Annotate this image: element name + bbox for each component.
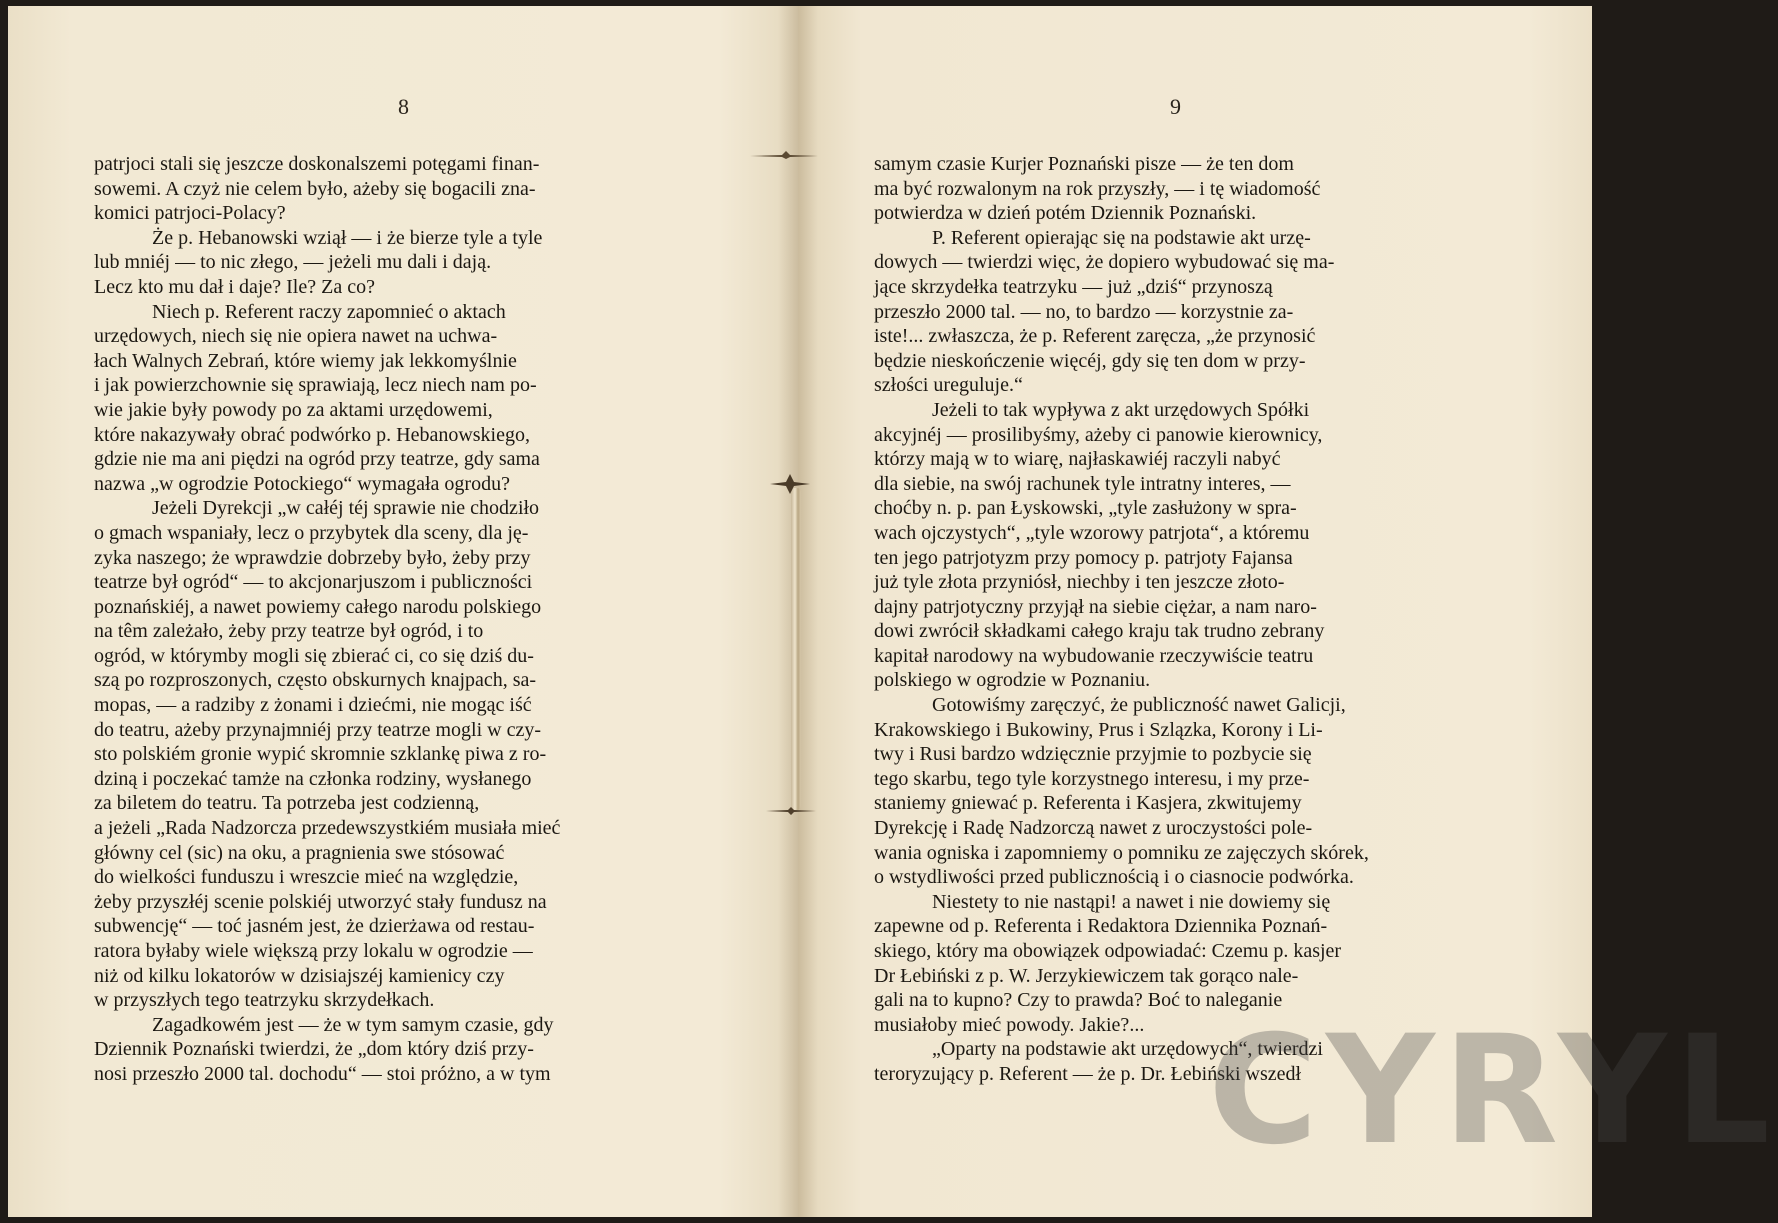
text-line: żeby przyszłéj scenie polskiéj utworzyć stały fundusz na [94, 890, 547, 913]
text-line: Jeżeli Dyrekcji „w całéj téj sprawie nie chodziło [152, 497, 540, 520]
text-line: gdzie nie ma ani piędzi na ogród przy teatrze, gdy sama [94, 448, 540, 471]
text-line: akcyjnéj — prosilibyśmy, ażeby ci panowie kierownicy, [874, 423, 1323, 446]
text-line: lub mniéj — to nic złego, — jeżeli mu dali i dają. [94, 251, 492, 274]
text-line: subwencję“ — toć jasném jest, że dzierżawa od restau- [94, 915, 535, 938]
text-line: będzie nieskończenie więcéj, gdy się ten dom w przy- [874, 349, 1306, 372]
text-line: Dyrekcję i Radę Nadzorczą nawet z uroczystości pole- [874, 817, 1313, 840]
text-line: iste!... zwłaszcza, że p. Referent zaręcza, „że przynosić [874, 325, 1316, 348]
text-line: wania ogniska i zapomniemy o pomniku ze zajęczych skórek, [874, 841, 1369, 864]
text-line: do teatru, ażeby przynajmniéj przy teatrze mogli w czy- [94, 718, 542, 741]
text-line: ratora byłaby wiele większą przy lokalu w ogrodzie — [94, 940, 533, 962]
text-line: niż od kilku lokatorów w dzisiajszéj kamienicy czy [94, 964, 505, 987]
text-line: patrjoci stali się jeszcze doskonalszemi potęgami finan- [94, 153, 540, 175]
text-line: samym czasie Kurjer Poznański pisze — że ten dom [874, 153, 1294, 175]
text-line: na têm zależało, żeby przy teatrze był ogród, i to [94, 620, 484, 643]
text-line: w przyszłych tego teatrzyku skrzydełkach. [94, 989, 435, 1012]
text-line: ten jego patrjotyzm przy pomocy p. patrjoty Fajansa [874, 546, 1293, 569]
text-line: poznańskiéj, a nawet powiemy całego narodu polskiego [94, 595, 542, 618]
text-line: łach Walnych Zebrań, które wiemy jak lekkomyślnie [94, 349, 517, 372]
text-line: Jeżeli to tak wypływa z akt urzędowych Spółki [932, 398, 1310, 421]
text-line: o gmach wspaniały, lecz o przybytek dla sceny, dla ję- [94, 521, 529, 544]
binding-stitch [768, 472, 812, 496]
text-line: dowych — twierdzi więc, że dopiero wybudować się ma- [874, 251, 1335, 274]
text-line: główny cel (sic) na oku, a pragnienia swe stósować [94, 841, 505, 864]
text-line: wach ojczystych“, „tyle wzorowy patrjota“, a któremu [874, 521, 1310, 544]
text-line: Krakowskiego i Bukowiny, Prus i Szlązka, Korony i Li- [874, 718, 1323, 741]
text-line: przeszło 2000 tal. — no, to bardzo — korzystnie za- [874, 300, 1294, 323]
text-line: kapitał narodowy na wybudowanie rzeczywiście teatru [874, 644, 1314, 667]
text-line: które nakazywały obrać podwórko p. Hebanowskiego, [94, 423, 530, 446]
text-line: nosi przeszło 2000 tal. dochodu“ — stoi próżno, a w tym [94, 1062, 551, 1085]
text-line: skiego, który ma obowiązek odpowiadać: Czemu p. kasjer [874, 940, 1342, 962]
text-line: polskiego w ogrodzie w Poznaniu. [874, 669, 1151, 692]
page-number-left: 8 [398, 94, 409, 119]
text-line: nazwa „w ogrodzie Potockiego“ wymagała ogrodu? [94, 472, 510, 495]
text-line: i jak powierzchownie się sprawiają, lecz niech nam po- [94, 374, 537, 397]
text-line: do wielkości funduszu i wreszcie mieć na względzie, [94, 866, 519, 889]
text-line: dla siebie, na swój rachunek tyle intratny interes, — [874, 472, 1291, 495]
watermark-logo: CYRYL [1208, 1004, 1778, 1178]
text-line: o wstydliwości przed publicznością i o ciasnocie podwórka. [874, 866, 1354, 889]
text-line: dajny patrjotyczny przyjął na siebie ciężar, a nam naro- [874, 595, 1317, 618]
text-line: choćby n. p. pan Łyskowski, „tyle zasłużony w spra- [874, 497, 1297, 520]
text-line: zapewne od p. Referenta i Redaktora Dziennika Poznań- [874, 915, 1328, 938]
text-line: dziną i poczekać tamże na członka rodziny, wysłanego [94, 767, 532, 790]
text-line: Niech p. Referent raczy zapomnieć o aktach [152, 300, 506, 323]
text-line: już tyle złota przyniósł, niechby i ten jeszcze złoto- [874, 571, 1285, 594]
text-line: komici patrjoci-Polacy? [94, 202, 286, 225]
text-line: tego skarbu, tego tyle korzystnego interesu, i my prze- [874, 767, 1310, 790]
text-line: twy i Rusi bardzo wdzięcznie przyjmie to pozbycie się [874, 743, 1312, 766]
text-line: dowi zwrócił składkami całego kraju tak trudno zebrany [874, 620, 1325, 643]
text-line: a jeżeli „Rada Nadzorcza przedewszystkiém musiała mieć [94, 817, 561, 840]
text-line: musiałoby mieć powody. Jakie?... [874, 1013, 1145, 1036]
text-line: Zagadkowém jest — że w tym samym czasie, gdy [152, 1013, 554, 1036]
text-line: sto polskiém gronie wypić skromnie szklankę piwa z ro- [94, 743, 547, 766]
text-line: „Oparty na podstawie akt urzędowych“, twierdzi [932, 1038, 1323, 1061]
right-page-text [874, 152, 1468, 1087]
binding-thread [791, 488, 801, 810]
text-line: Dr Łebiński z p. W. Jerzykiewiczem tak gorąco nale- [874, 964, 1299, 987]
text-line: potwierdza w dzień potém Dziennik Poznański. [874, 202, 1257, 225]
text-line: Lecz kto mu dał i daje? Ile? Za co? [94, 275, 375, 298]
text-line: którzy mają w to wiarę, najłaskawiéj raczyli nabyć [874, 448, 1281, 471]
text-line: staniemy gniewać p. Referenta i Kasjera, zkwitujemy [874, 792, 1302, 815]
binding-stitch [764, 806, 818, 816]
text-line: urzędowych, niech się nie opiera nawet na uchwa- [94, 325, 498, 348]
text-line: jące skrzydełka teatrzyku — już „dziś“ przynoszą [874, 275, 1273, 298]
left-page [8, 6, 798, 1217]
text-line: zyka naszego; że wprawdzie dobrzeby było, żeby przy [94, 546, 531, 569]
text-line: Dziennik Poznański twierdzi, że „dom który dziś przy- [94, 1038, 534, 1061]
text-line: wie jakie były powody po za aktami urzędowemi, [94, 398, 493, 421]
text-line: ogród, w którymby mogli się zbierać ci, co się dziś du- [94, 644, 534, 667]
left-page-text [94, 152, 704, 1087]
text-line: sowemi. A czyż nie celem było, ażeby się bogacili zna- [94, 177, 536, 200]
text-line: teroryzujący p. Referent — że p. Dr. Łebiński wszedł [874, 1062, 1302, 1085]
text-line: gali na to kupno? Czy to prawda? Boć to naleganie [874, 989, 1283, 1012]
text-line: teatrze był ogród“ — to akcjonarjuszom i publiczności [94, 571, 533, 594]
text-line: szą po rozproszonych, często obskurnych knajpach, sa- [94, 669, 537, 692]
text-line: Gotowiśmy zaręczyć, że publiczność nawet Galicji, [932, 694, 1346, 717]
page-number-right: 9 [1170, 94, 1181, 119]
text-line: za biletem do teatru. Ta potrzeba jest codzienną, [94, 792, 480, 815]
text-line: ma być rozwalonym na rok przyszły, — i tę wiadomość [874, 177, 1321, 200]
text-line: P. Referent opierając się na podstawie akt urzę- [932, 226, 1311, 249]
text-line: mopas, — a radziby z żonami i dziećmi, nie mogąc iść [94, 694, 532, 717]
text-line: Że p. Hebanowski wziął — i że bierze tyle a tyle [152, 226, 543, 249]
text-line: Niestety to nie nastąpi! a nawet i nie dowiemy się [932, 890, 1331, 913]
text-line: szłości ureguluje.“ [874, 374, 1023, 397]
binding-stitch [748, 150, 820, 160]
book-spread [8, 6, 1778, 1217]
